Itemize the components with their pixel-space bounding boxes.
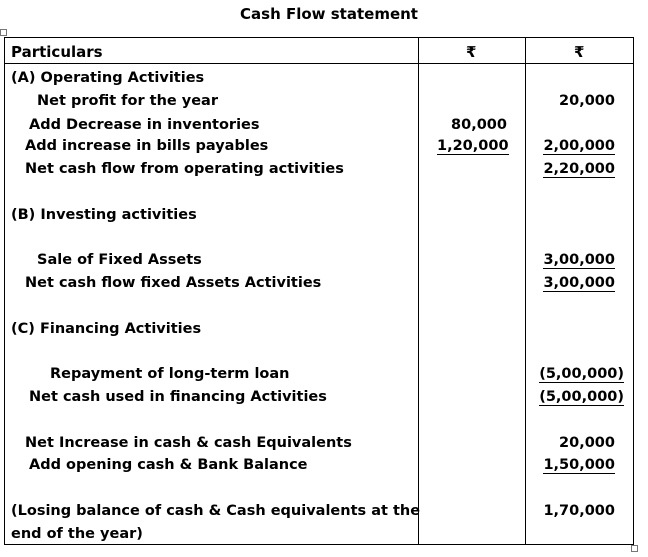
net-operating-label: Net cash flow from operating activities: [25, 161, 344, 177]
table-resize-handle[interactable]: [631, 545, 638, 552]
sale-fixed-assets-label: Sale of Fixed Assets: [37, 252, 202, 268]
closing-balance-label-line2: end of the year): [11, 526, 143, 542]
decrease-inventories-value: 80,000: [451, 117, 507, 133]
net-increase-value: 20,000: [559, 435, 615, 451]
table-anchor-handle[interactable]: [0, 29, 7, 36]
opening-balance-label: Add opening cash & Bank Balance: [29, 457, 308, 473]
opening-balance-value: 1,50,000: [543, 457, 615, 473]
header-particulars: Particulars: [11, 43, 103, 61]
repayment-loan-value: (5,00,000): [539, 366, 624, 382]
header-divider: [4, 63, 634, 64]
column-divider-1: [418, 37, 419, 545]
investing-activities-heading: (B) Investing activities: [11, 207, 197, 223]
increase-bills-label: Add increase in bills payables: [25, 138, 269, 154]
net-increase-label: Net Increase in cash & cash Equivalents: [25, 435, 352, 451]
decrease-inventories-label: Add Decrease in inventories: [29, 117, 260, 133]
repayment-loan-label: Repayment of long-term loan: [50, 366, 290, 382]
net-financing-value: (5,00,000): [539, 389, 624, 405]
net-operating-value: 2,20,000: [543, 161, 615, 177]
net-profit-label: Net profit for the year: [37, 93, 218, 109]
sale-fixed-assets-value: 3,00,000: [543, 252, 615, 268]
net-investing-value: 3,00,000: [543, 275, 615, 291]
increase-bills-value: 1,20,000: [437, 138, 509, 154]
operating-subtotal-value: 2,00,000: [543, 138, 615, 154]
financing-activities-heading: (C) Financing Activities: [11, 321, 202, 337]
operating-activities-heading: (A) Operating Activities: [11, 70, 205, 86]
statement-title: Cash Flow statement: [240, 5, 418, 23]
net-profit-value: 20,000: [559, 93, 615, 109]
column-divider-2: [525, 37, 526, 545]
header-rupee-col1: ₹: [466, 43, 477, 61]
net-investing-label: Net cash flow fixed Assets Activities: [25, 275, 322, 291]
net-financing-label: Net cash used in financing Activities: [29, 389, 327, 405]
closing-balance-value: 1,70,000: [543, 503, 615, 519]
header-rupee-col2: ₹: [574, 43, 585, 61]
closing-balance-label-line1: (Losing balance of cash & Cash equivalents at the: [11, 503, 421, 519]
